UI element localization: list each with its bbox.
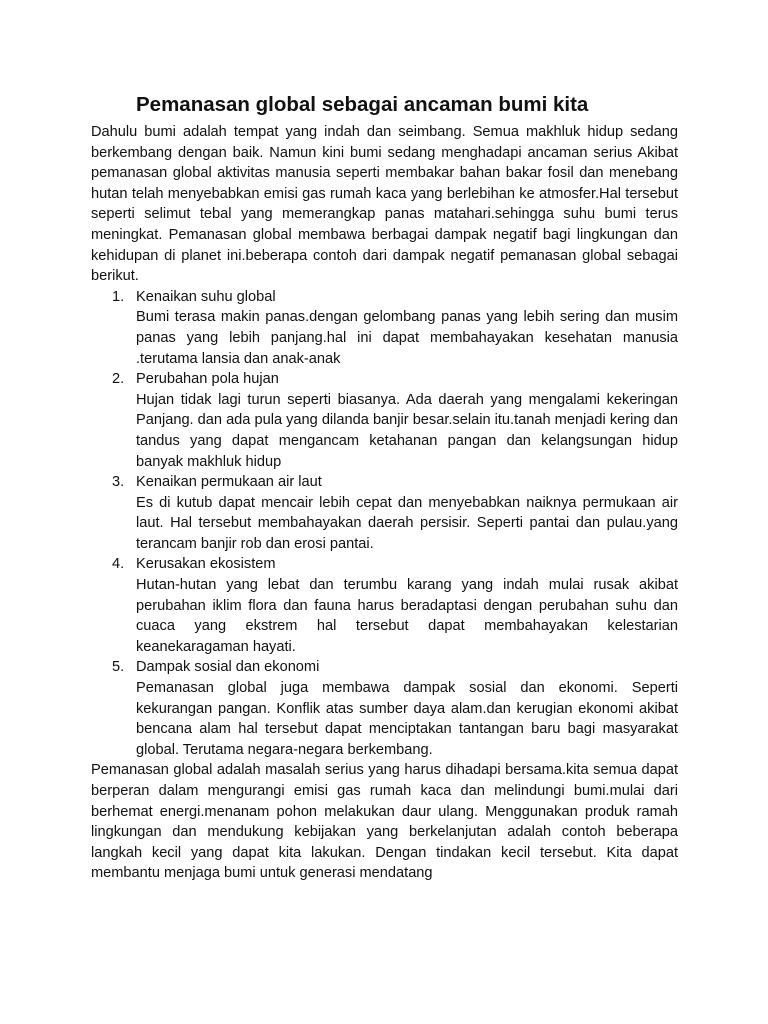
list-item-heading: Kerusakan ekosistem bbox=[136, 556, 276, 573]
list-item-number: 3. bbox=[112, 474, 125, 491]
list-item-heading: Kenaikan permukaan air laut bbox=[136, 474, 322, 491]
list-item-text: Hujan tidak lagi turun seperti biasanya. Ada daerah yang mengalami kekeringan Panjang. dan ada pula yang dilanda banjir besar.selain itu.tanah menjadi kering dan tandus yang dapat mengancam ketahanan pangan dan kelangsungan hidup banyak makhluk hidup bbox=[136, 391, 678, 470]
list-item-text: Bumi terasa makin panas.dengan gelombang panas yang lebih sering dan musim panas yang lebih panjang.hal ini dapat membahayakan kesehatan manusia .terutama lansia dan anak-anak bbox=[136, 309, 678, 367]
list-item bbox=[91, 554, 678, 657]
list-item bbox=[91, 369, 678, 472]
list-item bbox=[91, 472, 678, 554]
list-item-number: 1. bbox=[112, 288, 125, 305]
list-item-number: 2. bbox=[112, 371, 125, 388]
list-item-heading: Dampak sosial dan ekonomi bbox=[136, 659, 320, 676]
list-item bbox=[91, 287, 678, 369]
list-item-text: Es di kutub dapat mencair lebih cepat dan menyebabkan naiknya permukaan air laut. Hal tersebut membahayakan daerah persisir. Seperti pantai dan pulau.yang terancam banjir rob dan erosi pantai. bbox=[136, 494, 678, 552]
document-body bbox=[91, 92, 678, 884]
intro-paragraph: Dahulu bumi adalah tempat yang indah dan seimbang. Semua makhluk hidup sedang berkembang dengan baik. Namun kini bumi sedang menghadapi ancaman serius Akibat pemanasan global aktivitas manusia seperti membakar bahan bakar fosil dan menebang hutan telah menyebabkan emisi gas rumah kaca yang berlebihan ke atmosfer.Hal tersebut seperti selimut tebal yang memerangkap panas matahari.sehingga suhu bumi terus meningkat. Pemanasan global membawa berbagai dampak negatif bagi lingkungan dan kehidupan di planet ini.beberapa contoh dari dampak negatif pemanasan global sebagai berikut. bbox=[91, 124, 678, 285]
list-item-number: 5. bbox=[112, 659, 125, 676]
list-item-text: Pemanasan global juga membawa dampak sosial dan ekonomi. Seperti kekurangan pangan. Konflik atas sumber daya alam.dan kerugian ekonomi akibat bencana alam hal tersebut dapat menciptakan tantangan baru bagi masyarakat global. Terutama negara-negara berkembang. bbox=[136, 680, 678, 758]
document-title: Pemanasan global sebagai ancaman bumi kita bbox=[136, 93, 589, 116]
list-item-heading: Kenaikan suhu global bbox=[136, 288, 276, 305]
list-item-heading: Perubahan pola hujan bbox=[136, 371, 279, 388]
impact-list bbox=[91, 287, 678, 761]
conclusion-paragraph: Pemanasan global adalah masalah serius yang harus dihadapi bersama.kita semua dapat berperan dalam mengurangi emisi gas rumah kaca dan melindungi bumi.mulai dari berhemat energi.menanam pohon melakukan daur ulang. Menggunakan produk ramah lingkungan dan mendukung kebijakan yang berkelanjutan adalah contoh beberapa langkah kecil yang dapat kita lakukan. Dengan tindakan kecil tersebut. Kita dapat membantu menjaga bumi untuk generasi mendatang bbox=[91, 762, 678, 882]
list-item-text: Hutan-hutan yang lebat dan terumbu karang yang indah mulai rusak akibat perubahan iklim flora dan fauna harus beradaptasi dengan perubahan suhu dan cuaca yang ekstrem hal tersebut dapat membahayakan kelestarian keanekaragaman hayati. bbox=[136, 577, 678, 655]
list-item bbox=[91, 657, 678, 760]
list-item-number: 4. bbox=[112, 556, 125, 573]
